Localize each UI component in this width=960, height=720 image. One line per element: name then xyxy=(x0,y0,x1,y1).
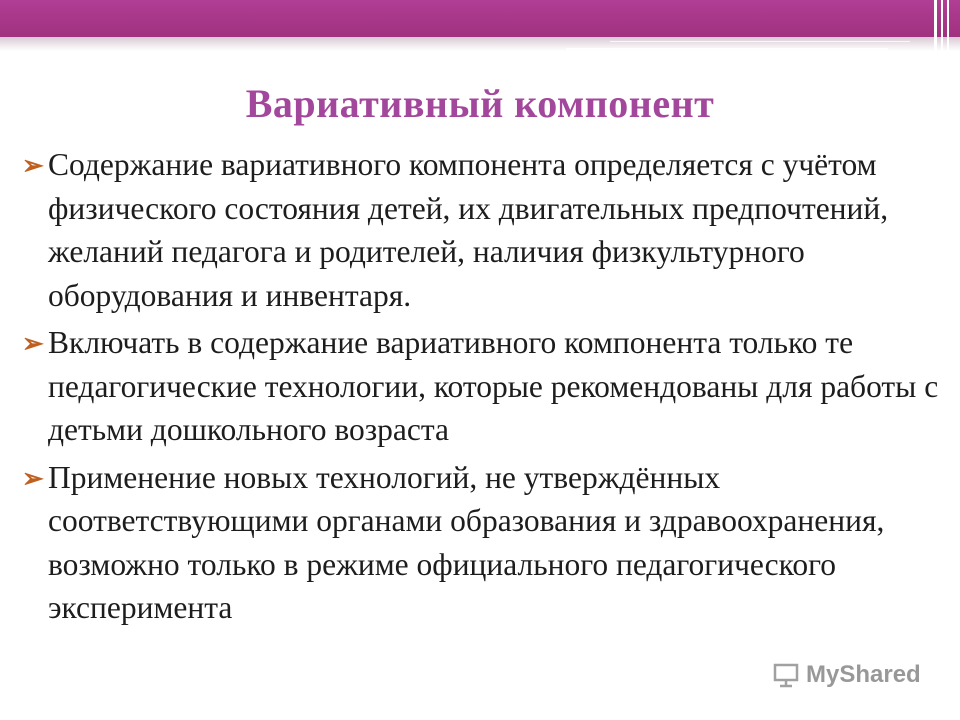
header-band xyxy=(0,0,960,37)
bullet-text: Применение новых технологий, не утверждённых соответствующими органами образования и здравоохранения, возможно только в режиме официального педагогического эксперимента xyxy=(48,459,885,625)
list-item xyxy=(22,321,940,452)
bullet-text: Содержание вариативного компонента определяется с учётом физического состояния детей, их двигательных предпочтений, желаний педагога и родителей, наличия физкультурного оборудования и инвентаря. xyxy=(48,147,889,313)
decorative-line xyxy=(566,48,888,50)
presentation-board-icon xyxy=(772,661,800,689)
decorative-bar xyxy=(934,0,937,68)
bullet-text: Включать в содержание вариативного компонента только те педагогические технологии, которые рекомендованы для работы с детьми дошкольного возраста xyxy=(48,325,939,447)
watermark xyxy=(772,655,921,695)
decorative-line xyxy=(610,41,910,42)
list-item xyxy=(22,143,940,317)
decorative-bar xyxy=(947,0,949,72)
bullet-list xyxy=(22,143,940,634)
decorative-bar xyxy=(941,0,943,60)
arrow-bullet-icon: ➢ xyxy=(22,151,44,180)
list-item xyxy=(22,456,940,630)
watermark-text: MyShared xyxy=(806,661,921,688)
decorative-line xyxy=(574,56,960,57)
arrow-bullet-icon: ➢ xyxy=(22,463,44,493)
slide-title: Вариативный компонент xyxy=(245,81,715,126)
arrow-bullet-icon: ➢ xyxy=(22,329,44,358)
